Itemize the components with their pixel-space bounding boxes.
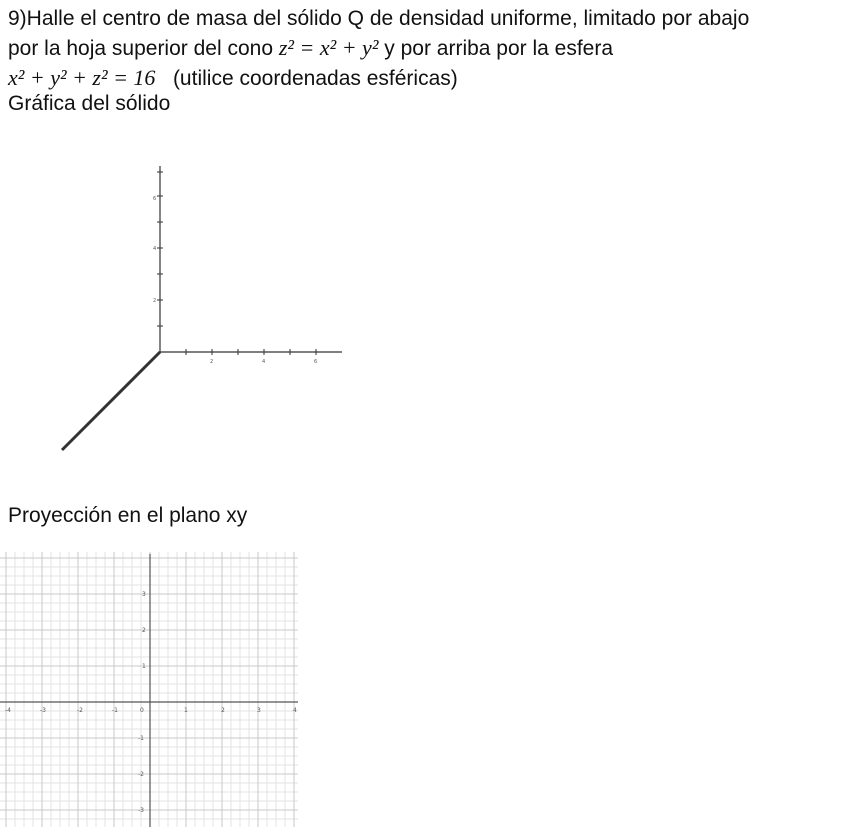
sphere-equation: x² + y² + z² = 16 [8,65,156,90]
problem-line-2-suffix: y por arriba por la esfera [378,37,614,60]
y-tick-label: 3 [142,591,146,598]
x-tick-label: 1 [184,707,188,714]
z-tick-label: 4 [153,246,157,252]
x-tick-label: -2 [77,707,83,714]
projection-heading: Proyección en el plano xy [8,504,248,527]
y-tick-label: 2 [142,627,146,634]
y-tick-label: -3 [138,807,144,814]
y-tick-label: -2 [138,771,144,778]
x-tick-label: 3 [257,707,261,714]
x-tick-label: 2 [221,707,225,714]
x-tick-label: 0 [140,707,144,714]
z-tick-label: 6 [153,196,157,202]
x-tick-label: 4 [262,359,266,365]
x-tick-label: -4 [5,707,11,714]
x-tick-label: 2 [210,359,214,365]
x-tick-label: 6 [314,359,318,365]
x-tick-label: 4 [293,707,297,714]
problem-line-2-prefix: por la hoja superior del cono [8,37,279,60]
cone-equation: z² = x² + y² [278,35,379,60]
solid-graph-heading: Gráfica del sólido [8,92,171,115]
x-tick-label: -3 [40,707,46,714]
z-tick-label: 2 [153,298,157,304]
y-tick-label: -1 [138,735,144,742]
xy-projection-grid [0,552,300,827]
x-tick-label: -1 [112,707,118,714]
y-tick-label: 1 [142,663,146,670]
problem-line-3-suffix: (utilice coordenadas esféricas) [172,67,458,90]
y-axis [62,352,160,450]
problem-line-1: 9)Halle el centro de masa del sólido Q de densidad uniforme, limitado por abajo [8,7,750,30]
